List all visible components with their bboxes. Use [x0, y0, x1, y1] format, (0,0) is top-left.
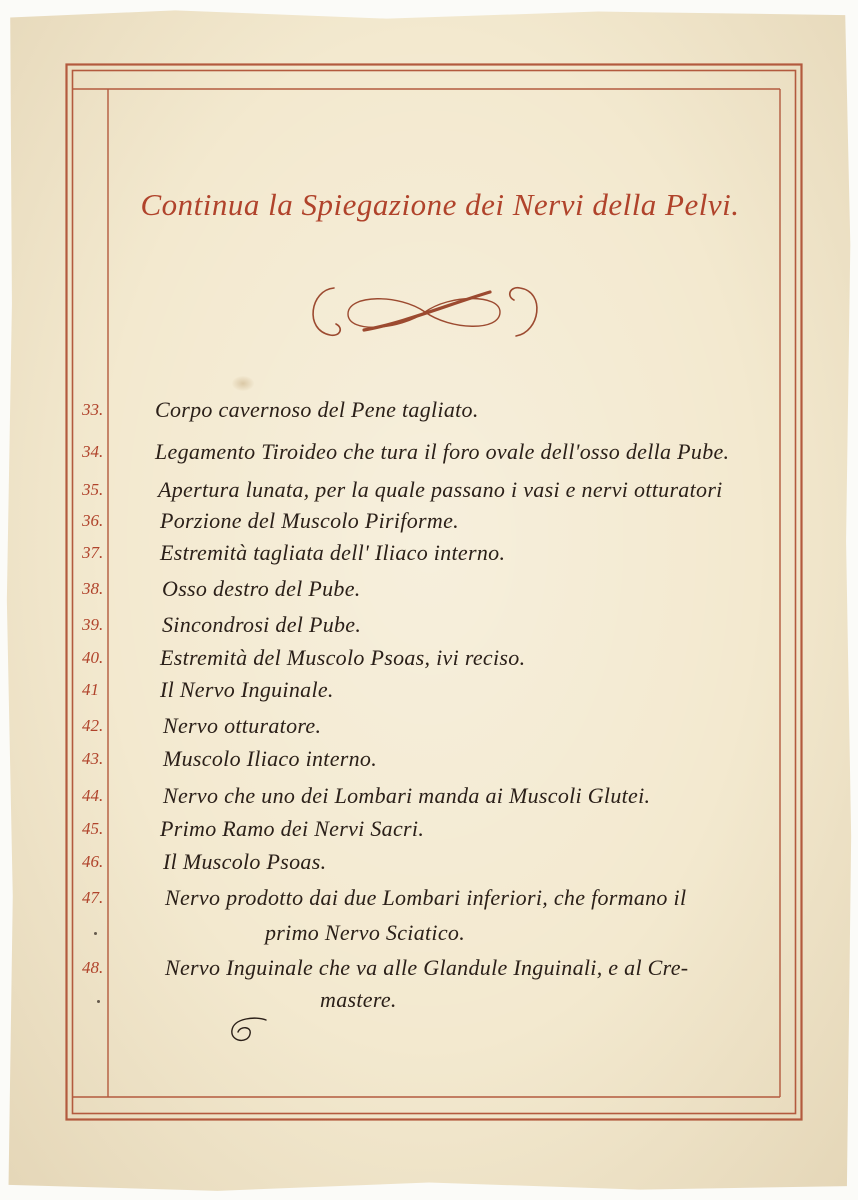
- entry-continuation-row: [0, 985, 858, 1015]
- entry-text: Estremità tagliata dell' Iliaco interno.: [160, 540, 506, 565]
- entry-row: [0, 574, 858, 604]
- entry-text: Il Nervo Inguinale.: [160, 677, 334, 702]
- entry-number: 47.: [82, 888, 104, 907]
- entry-row: [0, 475, 858, 505]
- end-flourish: [222, 1012, 272, 1048]
- entry-row: [0, 847, 858, 877]
- entry-continuation-row: [0, 918, 858, 948]
- entry-number: 33.: [82, 400, 104, 419]
- entry-row: [0, 781, 858, 811]
- end-flourish-curl: [232, 1018, 266, 1040]
- flourish-right-curl: [510, 288, 537, 336]
- entry-number: 43.: [82, 749, 104, 768]
- entry-number: 46.: [82, 852, 104, 871]
- entry-text: Il Muscolo Psoas.: [163, 849, 327, 874]
- entry-continuation-text: primo Nervo Sciatico.: [265, 920, 465, 945]
- ink-stain: [232, 376, 254, 391]
- entry-row: [0, 437, 858, 467]
- entry-row: [0, 610, 858, 640]
- entry-text: Corpo cavernoso del Pene tagliato.: [155, 397, 479, 422]
- entry-number: 39.: [82, 615, 104, 634]
- title-flourish-ornament: [300, 280, 550, 344]
- entry-row: [0, 675, 858, 705]
- entry-continuation-text: mastere.: [320, 987, 397, 1012]
- entry-number: 37.: [82, 543, 104, 562]
- entry-row: [0, 883, 858, 913]
- entry-text: Nervo che uno dei Lombari manda ai Muscoli Glutei.: [163, 783, 651, 808]
- entry-row: [0, 643, 858, 673]
- entry-text: Nervo Inguinale che va alle Glandule Inguinali, e al Cre-: [165, 955, 689, 980]
- entry-row: [0, 744, 858, 774]
- entry-number: 41: [82, 680, 99, 699]
- entry-text: Nervo prodotto dai due Lombari inferiori, che formano il: [165, 885, 687, 910]
- margin-dot: [97, 1000, 100, 1003]
- entry-number: 34.: [82, 442, 104, 461]
- entry-number: 44.: [82, 786, 104, 805]
- margin-dot: [94, 932, 97, 935]
- entry-text: Nervo otturatore.: [163, 713, 322, 738]
- entry-text: Apertura lunata, per la quale passano i vasi e nervi otturatori: [158, 477, 723, 502]
- entry-row: [0, 953, 858, 983]
- entry-number: 35.: [82, 480, 104, 499]
- flourish-left-curl: [313, 288, 340, 335]
- entry-row: [0, 711, 858, 741]
- entry-row: [0, 506, 858, 536]
- entry-text: Osso destro del Pube.: [162, 576, 361, 601]
- entry-text: Sincondrosi del Pube.: [162, 612, 362, 637]
- entry-text: Muscolo Iliaco interno.: [163, 746, 378, 771]
- entry-text: Estremità del Muscolo Psoas, ivi reciso.: [160, 645, 526, 670]
- entry-text: Porzione del Muscolo Piriforme.: [160, 508, 459, 533]
- flourish-diagonal-stroke: [364, 292, 490, 330]
- entry-row: [0, 814, 858, 844]
- entry-number: 36.: [82, 511, 104, 530]
- entry-number: 42.: [82, 716, 104, 735]
- entry-row: [0, 395, 858, 425]
- entry-text: Primo Ramo dei Nervi Sacri.: [160, 816, 425, 841]
- entry-number: 38.: [82, 579, 104, 598]
- entry-number: 40.: [82, 648, 104, 667]
- page-title: Continua la Spiegazione dei Nervi della Pelvi.: [140, 187, 740, 222]
- entry-text: Legamento Tiroideo che tura il foro ovale dell'osso della Pube.: [155, 439, 730, 464]
- entry-number: 48.: [82, 958, 104, 977]
- entry-row: [0, 538, 858, 568]
- entry-number: 45.: [82, 819, 104, 838]
